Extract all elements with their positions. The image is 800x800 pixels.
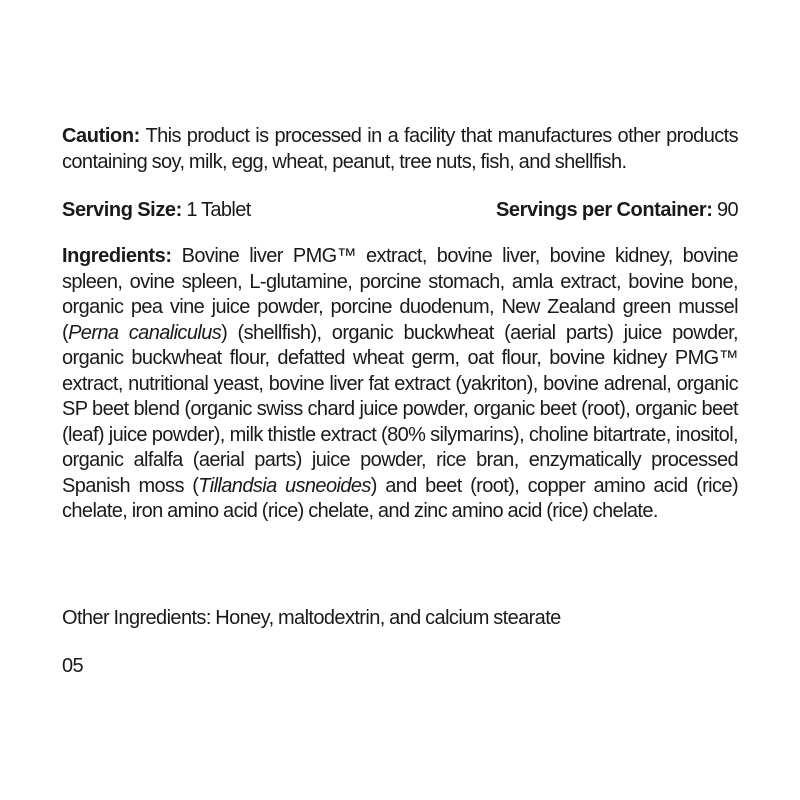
serving-size-label: Serving Size: bbox=[62, 199, 182, 221]
ingredients-list bbox=[62, 244, 738, 525]
servings-per-container-label: Servings per Container: bbox=[495, 199, 713, 221]
other-ingredients: Other Ingredients: Honey, maltodextrin, and calcium stearate bbox=[62, 607, 561, 629]
ingredients-text-3: ) and beet (root), copper amino acid (rice) chelate, iron amino acid (rice) chelate, and zinc amino acid (rice) chelate. bbox=[62, 474, 739, 522]
ingredients-latin-name-1: Perna canaliculus bbox=[68, 321, 222, 344]
serving-info-row bbox=[62, 198, 738, 224]
ingredients-text-1: Bovine liver PMG™ extract, bovine liver, bovine kidney, bovine spleen, ovine spleen, L-glutamine, porcine stomach, amla extract, bovine bone, organic pea vine juice powder, porcine duodenum, New Zealand green mussel ( bbox=[62, 245, 738, 344]
ingredients-text-2: ) (shellfish), organic buckwheat (aerial parts) juice powder, organic buckwheat flour, defatted wheat germ, oat flour, bovine kidney PMG™ extract, nutritional yeast, bovine liver fat extract (yakriton), bovine adrenal, organic SP beet blend (organic swiss chard juice powder, organic beet (root), organic beet (leaf) juice powder), milk thistle extract (80% silymarins), choline bitartrate, inositol, organic alfalfa (aerial parts) juice powder, rice bran, enzymatically processed Spanish moss ( bbox=[62, 321, 739, 497]
serving-size bbox=[62, 198, 251, 224]
ingredients-latin-name-2: Tillandsia usneoides bbox=[198, 474, 371, 497]
servings-per-container-value: 90 bbox=[712, 199, 738, 221]
serving-size-value: 1 Tablet bbox=[181, 199, 251, 221]
servings-per-container bbox=[496, 198, 738, 224]
label-code: 05 bbox=[62, 655, 84, 677]
ingredients-label: Ingredients: bbox=[62, 245, 172, 267]
caution-label: Caution: bbox=[62, 125, 140, 147]
caution-text: This product is processed in a facility that manufactures other products containing soy, milk, egg, wheat, peanut, tree nuts, fish, and shellfish. bbox=[62, 125, 738, 173]
caution-statement bbox=[62, 124, 738, 175]
